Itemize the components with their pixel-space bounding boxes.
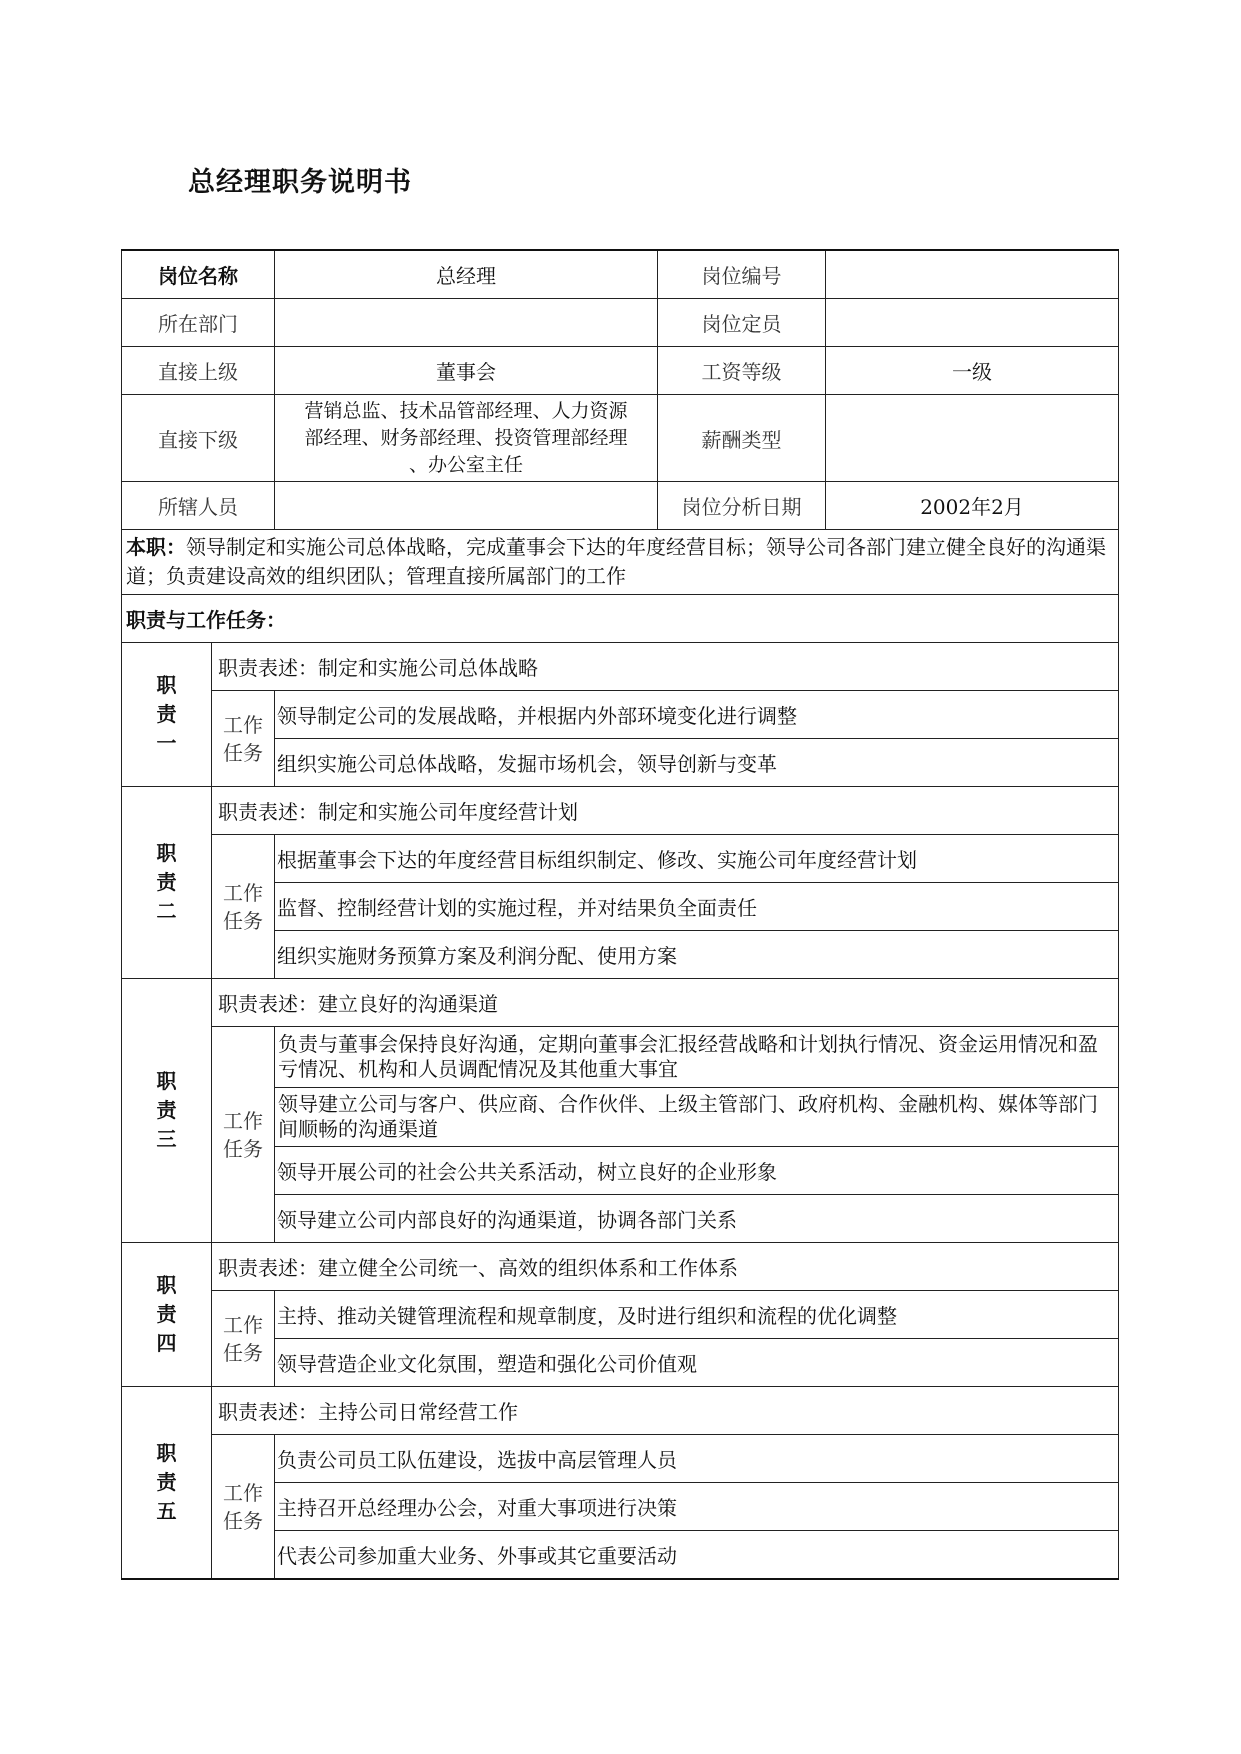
duty-head-char: 职 <box>156 1069 177 1093</box>
superior-value: 董事会 <box>275 347 658 395</box>
document-title: 总经理职务说明书 <box>188 167 412 198</box>
duty-4-desc: 职责表述：建立健全公司统一、高效的组织体系和工作体系 <box>212 1243 1119 1291</box>
row-duties-header <box>122 595 1119 643</box>
duty-5-task-1: 负责公司员工队伍建设，选拔中高层管理人员 <box>275 1435 1119 1483</box>
salary-grade-label: 工资等级 <box>658 347 826 395</box>
duty-3-head <box>122 979 212 1243</box>
task-label-line: 任务 <box>223 908 263 933</box>
duty-head-char: 责 <box>156 870 177 894</box>
task-label-line: 任务 <box>223 1508 263 1533</box>
duty-5-task-3: 代表公司参加重大业务、外事或其它重要活动 <box>275 1531 1119 1580</box>
duty-1-task-1: 领导制定公司的发展战略，并根据内外部环境变化进行调整 <box>275 691 1119 739</box>
analysis-date-label: 岗位分析日期 <box>658 482 826 530</box>
duty-head-char: 职 <box>156 1441 177 1465</box>
duty-3-task-2: 领导建立公司与客户、供应商、合作伙伴、上级主管部门、政府机构、金融机构、媒体等部门间顺畅的沟通渠道 <box>275 1088 1119 1147</box>
headcount-value <box>826 299 1119 347</box>
task-label-line: 任务 <box>223 1340 263 1365</box>
department-value <box>275 299 658 347</box>
duty-3-task-1: 负责与董事会保持良好沟通，定期向董事会汇报经营战略和计划执行情况、资金运用情况和盈亏情况、机构和人员调配情况及其他重大事宜 <box>275 1027 1119 1088</box>
subordinates-line: 、办公室主任 <box>408 453 523 476</box>
duty-3-task-label <box>212 1027 275 1243</box>
duty-4-task-1: 主持、推动关键管理流程和规章制度，及时进行组织和流程的优化调整 <box>275 1291 1119 1339</box>
duty-5-desc-row <box>122 1387 1119 1435</box>
task-label-line: 任务 <box>223 1136 263 1161</box>
subordinates-line: 营销总监、技术品管部经理、人力资源 <box>304 399 628 422</box>
task-label-line: 工作 <box>223 880 263 905</box>
row-position-name <box>122 250 1119 299</box>
duty-head-char: 二 <box>156 899 177 923</box>
duty-2-task-1: 根据董事会下达的年度经营目标组织制定、修改、实施公司年度经营计划 <box>275 835 1119 883</box>
duty-1-desc: 职责表述：制定和实施公司总体战略 <box>212 643 1119 691</box>
mission-label: 本职： <box>126 535 186 559</box>
duty-3-task-4: 领导建立公司内部良好的沟通渠道，协调各部门关系 <box>275 1195 1119 1243</box>
duty-4-desc-row <box>122 1243 1119 1291</box>
row-subordinates <box>122 395 1119 482</box>
subordinates-value <box>275 395 658 482</box>
duty-head-char: 职 <box>156 841 177 865</box>
duty-1-task-label <box>212 691 275 787</box>
position-name-value: 总经理 <box>275 250 658 299</box>
salary-grade-value: 一级 <box>826 347 1119 395</box>
duty-head-char: 责 <box>156 1470 177 1494</box>
pay-type-value <box>826 395 1119 482</box>
duty-5-task-2: 主持召开总经理办公会，对重大事项进行决策 <box>275 1483 1119 1531</box>
duty-1-task-row <box>122 691 1119 739</box>
duty-3-desc-row <box>122 979 1119 1027</box>
analysis-date-value: 2002年2月 <box>826 482 1119 530</box>
duty-5-head <box>122 1387 212 1580</box>
duty-head-char: 职 <box>156 673 177 697</box>
duty-1-desc-row <box>122 643 1119 691</box>
duty-3-desc: 职责表述：建立良好的沟通渠道 <box>212 979 1119 1027</box>
duty-head-char: 一 <box>156 731 177 755</box>
duty-1-head <box>122 643 212 787</box>
position-name-label: 岗位名称 <box>122 250 275 299</box>
position-code-value <box>826 250 1119 299</box>
duty-4-head <box>122 1243 212 1387</box>
subordinates-line: 部经理、财务部经理、投资管理部经理 <box>304 426 628 449</box>
duty-2-desc-row <box>122 787 1119 835</box>
staff-value <box>275 482 658 530</box>
duty-5-desc: 职责表述：主持公司日常经营工作 <box>212 1387 1119 1435</box>
superior-label: 直接上级 <box>122 347 275 395</box>
duty-4-task-row <box>122 1291 1119 1339</box>
duty-head-char: 三 <box>156 1127 177 1151</box>
mission-text: 领导制定和实施公司总体战略，完成董事会下达的年度经营目标；领导公司各部门建立健全良好的沟通渠道；负责建设高效的组织团队；管理直接所属部门的工作 <box>126 535 1106 588</box>
duty-2-task-2: 监督、控制经营计划的实施过程，并对结果负全面责任 <box>275 883 1119 931</box>
duty-5-task-label <box>212 1435 275 1580</box>
row-department <box>122 299 1119 347</box>
duty-3-task-row <box>122 1027 1119 1088</box>
job-description-table <box>121 249 1119 1580</box>
duty-head-char: 职 <box>156 1273 177 1297</box>
mission-cell <box>122 530 1119 595</box>
duty-2-task-row <box>122 835 1119 883</box>
task-label-line: 任务 <box>223 740 263 765</box>
row-superior <box>122 347 1119 395</box>
position-code-label: 岗位编号 <box>658 250 826 299</box>
headcount-label: 岗位定员 <box>658 299 826 347</box>
duty-2-head <box>122 787 212 979</box>
duty-2-task-label <box>212 835 275 979</box>
task-label-line: 工作 <box>223 1480 263 1505</box>
duty-head-char: 责 <box>156 702 177 726</box>
subordinates-label: 直接下级 <box>122 395 275 482</box>
duty-head-char: 五 <box>156 1499 177 1523</box>
duty-3-task-3: 领导开展公司的社会公共关系活动，树立良好的企业形象 <box>275 1147 1119 1195</box>
department-label: 所在部门 <box>122 299 275 347</box>
duty-1-task-2: 组织实施公司总体战略，发掘市场机会，领导创新与变革 <box>275 739 1119 787</box>
row-staff <box>122 482 1119 530</box>
task-label-line: 工作 <box>223 712 263 737</box>
duty-head-char: 四 <box>156 1331 177 1355</box>
row-mission <box>122 530 1119 595</box>
pay-type-label: 薪酬类型 <box>658 395 826 482</box>
duty-head-char: 责 <box>156 1098 177 1122</box>
duty-4-task-label <box>212 1291 275 1387</box>
duty-5-task-row <box>122 1435 1119 1483</box>
duty-4-task-2: 领导营造企业文化氛围，塑造和强化公司价值观 <box>275 1339 1119 1387</box>
task-label-line: 工作 <box>223 1312 263 1337</box>
duty-2-desc: 职责表述：制定和实施公司年度经营计划 <box>212 787 1119 835</box>
duty-head-char: 责 <box>156 1302 177 1326</box>
duties-header: 职责与工作任务： <box>122 595 1119 643</box>
task-label-line: 工作 <box>223 1108 263 1133</box>
duty-2-task-3: 组织实施财务预算方案及利润分配、使用方案 <box>275 931 1119 979</box>
staff-label: 所辖人员 <box>122 482 275 530</box>
